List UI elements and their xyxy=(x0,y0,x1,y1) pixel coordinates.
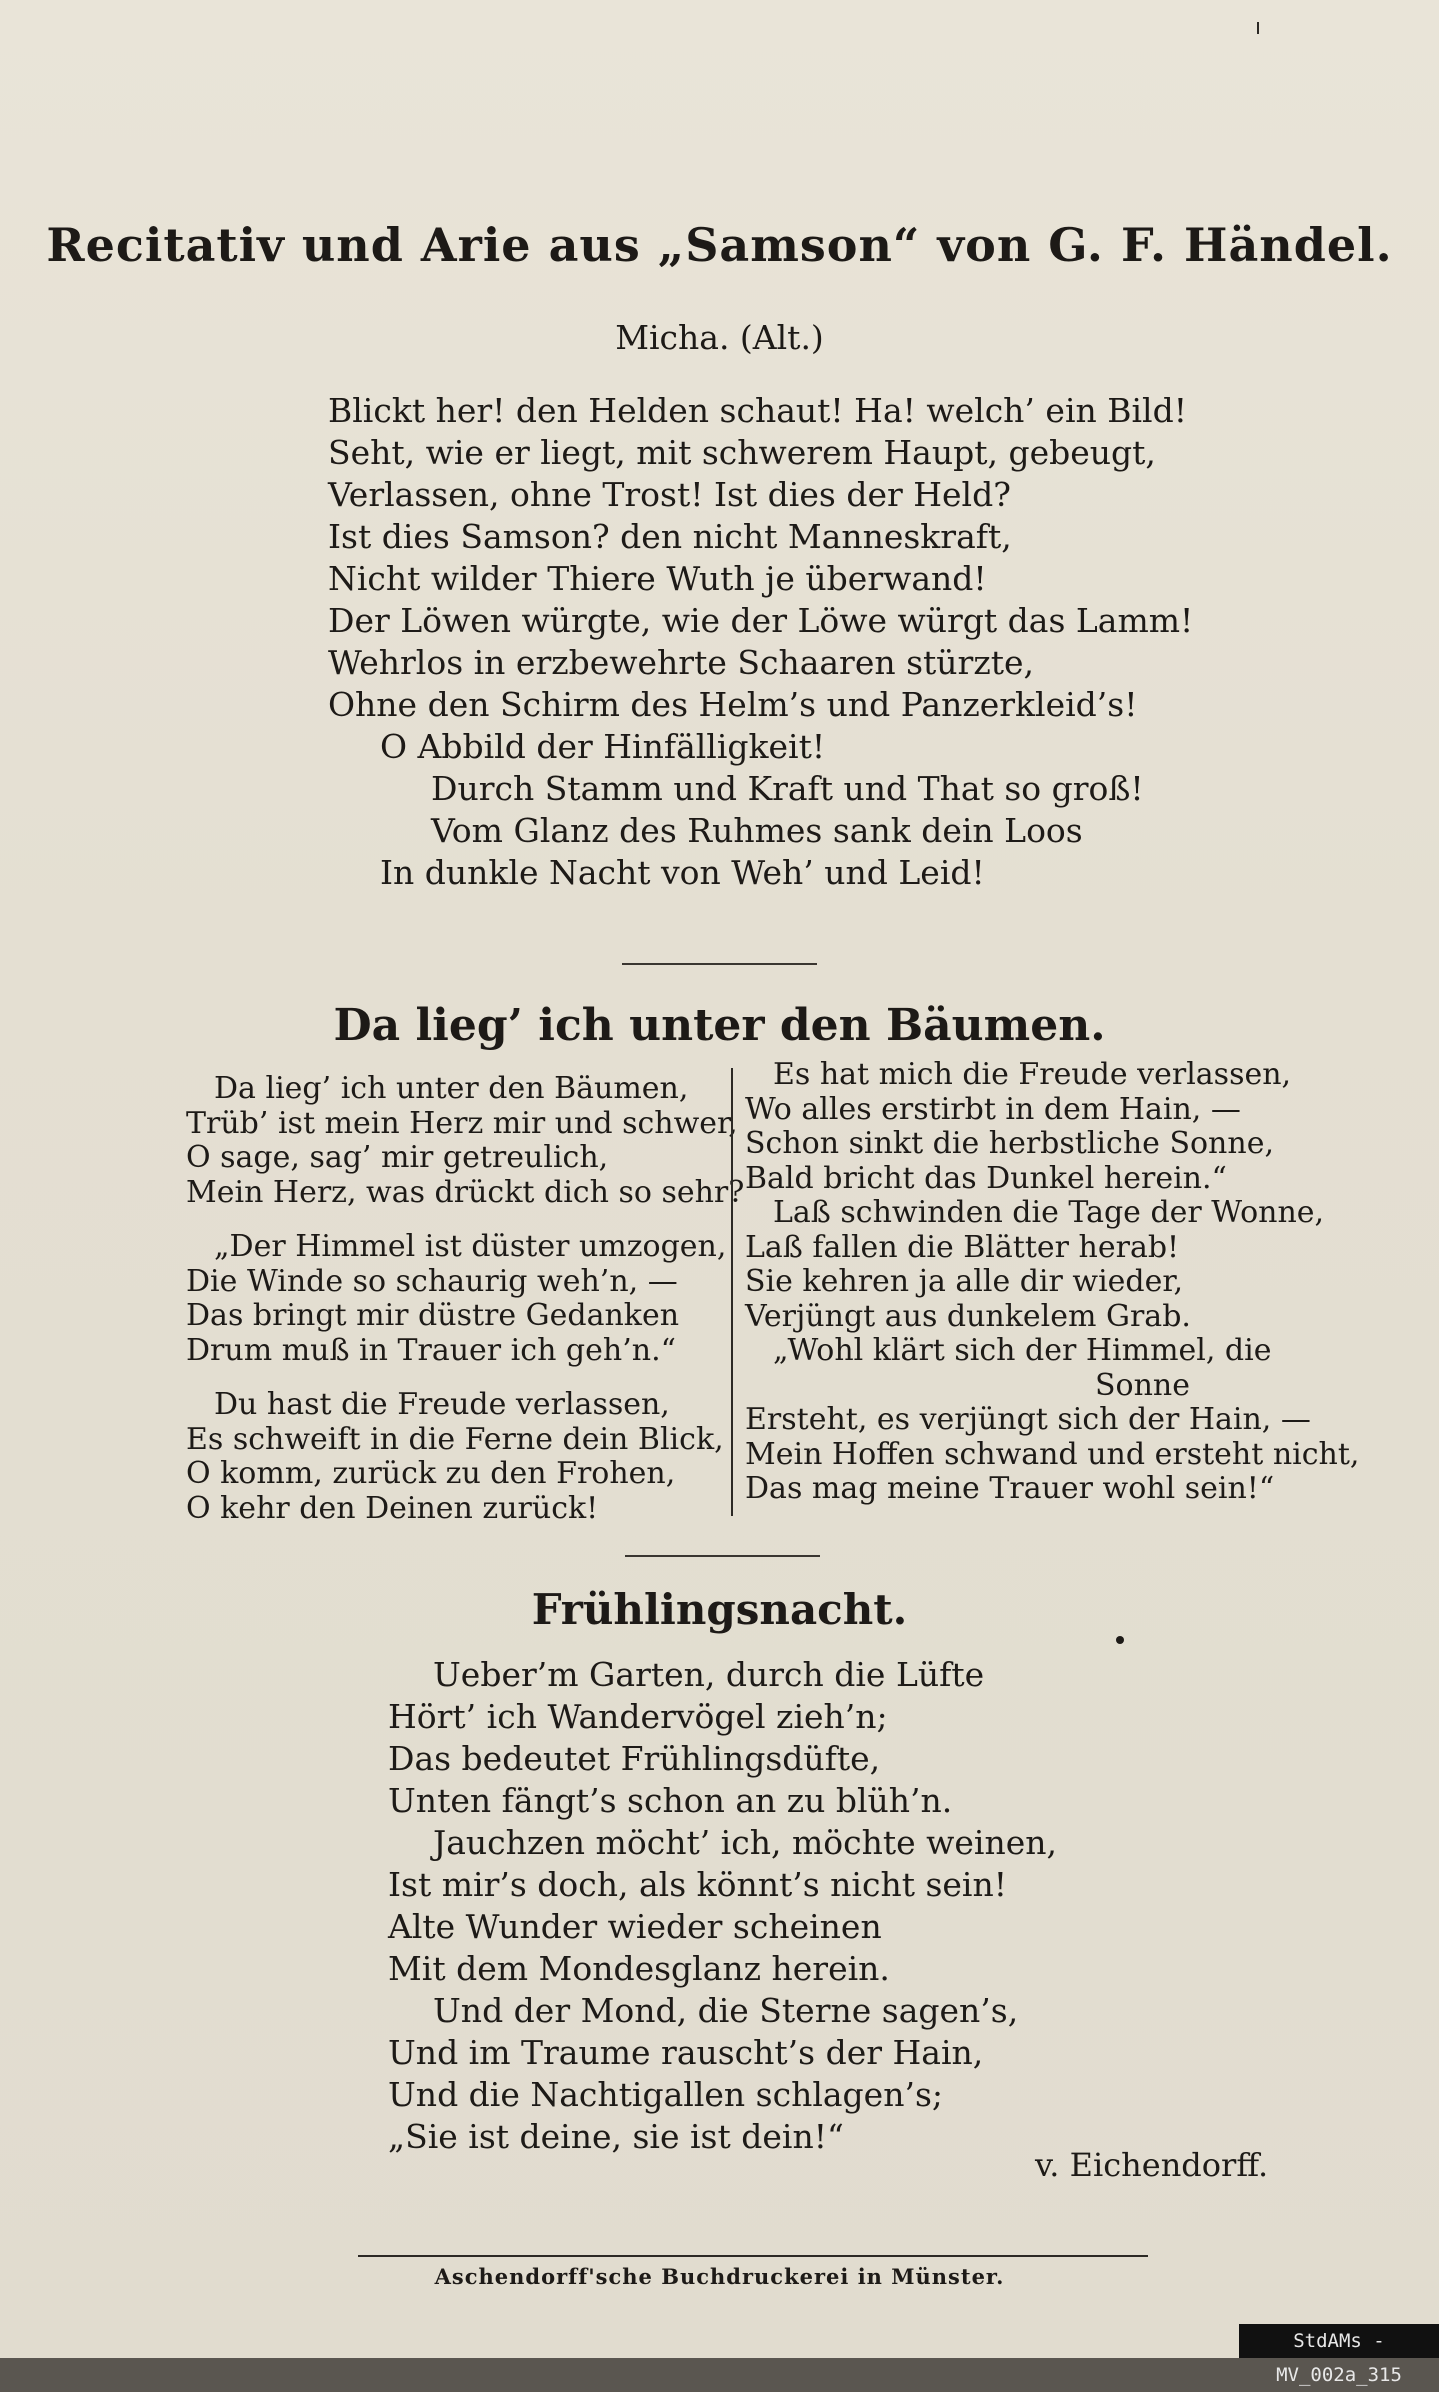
section1-poem xyxy=(328,390,1193,894)
poem-line: Da lieg’ ich unter den Bäumen, xyxy=(214,1071,689,1106)
section-divider xyxy=(625,1555,820,1557)
poem-line: Du hast die Freude verlassen, xyxy=(214,1387,670,1422)
poem-line: Verlassen, ohne Trost! Ist dies der Held? xyxy=(328,475,1011,514)
section3-title: Frühlingsnacht. xyxy=(531,1585,908,1634)
section2-right-column xyxy=(745,1058,1359,1507)
author-signature: v. Eichendorff. xyxy=(1035,2146,1269,2184)
poem-line: Das bringt mir düstre Gedanken xyxy=(186,1298,680,1333)
section1-title: Recitativ und Arie aus „Samson“ von G. F. Händel. xyxy=(46,218,1393,272)
poem-line: Ueber’m Garten, durch die Lüfte xyxy=(433,1655,985,1694)
poem-line: Mein Hoffen schwand und ersteht nicht, xyxy=(745,1436,1360,1472)
section1-subtitle: Micha. (Alt.) xyxy=(615,318,824,357)
poem-line: O sage, sag’ mir getreulich, xyxy=(186,1140,609,1175)
poem-line: „Der Himmel ist düster umzogen, xyxy=(214,1229,727,1264)
poem-line: „Sie ist deine, sie ist dein!“ xyxy=(388,2117,844,2156)
stanza-gap xyxy=(186,1368,744,1388)
poem-line: Laß schwinden die Tage der Wonne, xyxy=(773,1195,1325,1230)
poem-line: Schon sinkt die herbstliche Sonne, xyxy=(745,1126,1274,1161)
poem-line: „Wohl klärt sich der Himmel, die xyxy=(773,1333,1272,1368)
section3-poem xyxy=(388,1654,1057,2158)
poem-line: Trüb’ ist mein Herz mir und schwer, xyxy=(186,1105,738,1141)
poem-line: O komm, zurück zu den Frohen, xyxy=(186,1456,676,1491)
poem-line: O Abbild der Hinfälligkeit! xyxy=(380,727,826,766)
poem-line: Und der Mond, die Sterne sagen’s, xyxy=(433,1991,1019,2030)
poem-line: Ohne den Schirm des Helm’s und Panzerkleid’s! xyxy=(328,685,1138,724)
poem-line: Wehrlos in erzbewehrte Schaaren stürzte, xyxy=(328,643,1034,682)
section2-title: Da lieg’ ich unter den Bäumen. xyxy=(333,1000,1106,1051)
poem-line: Mit dem Mondesglanz herein. xyxy=(388,1949,890,1988)
poem-line: Das mag meine Trauer wohl sein!“ xyxy=(745,1471,1275,1506)
stanza-gap xyxy=(186,1210,744,1230)
poem-line: Die Winde so schaurig weh’n, — xyxy=(186,1263,678,1299)
poem-line: Seht, wie er liegt, mit schwerem Haupt, gebeugt, xyxy=(328,433,1156,472)
poem-line: Verjüngt aus dunkelem Grab. xyxy=(745,1298,1191,1334)
margin-mark xyxy=(1257,22,1259,34)
poem-line: Ist mir’s doch, als könnt’s nicht sein! xyxy=(388,1865,1007,1904)
poem-line: Es hat mich die Freude verlassen, xyxy=(773,1057,1292,1092)
poem-line: Wo alles erstirbt in dem Hain, — xyxy=(745,1091,1241,1127)
poem-line: Und die Nachtigallen schlagen’s; xyxy=(388,2075,944,2114)
poem-line: Jauchzen möcht’ ich, möchte weinen, xyxy=(433,1823,1057,1862)
poem-line: Nicht wilder Thiere Wuth je überwand! xyxy=(328,559,987,598)
poem-line: Durch Stamm und Kraft und That so groß! xyxy=(431,769,1144,808)
poem-line: Laß fallen die Blätter herab! xyxy=(745,1229,1180,1265)
poem-line: Alte Wunder wieder scheinen xyxy=(388,1907,882,1946)
poem-line: Hört’ ich Wandervögel zieh’n; xyxy=(388,1697,888,1736)
poem-line: In dunkle Nacht von Weh’ und Leid! xyxy=(380,853,985,892)
archive-watermark: StdAMs - MV_002a_315 xyxy=(1239,2324,1439,2358)
printer-imprint: Aschendorff'sche Buchdruckerei in Münster. xyxy=(434,2264,1005,2289)
poem-line: Es schweift in die Ferne dein Blick, xyxy=(186,1421,724,1457)
poem-line: Ist dies Samson? den nicht Manneskraft, xyxy=(328,517,1012,556)
section-divider xyxy=(622,963,817,965)
section2-left-column xyxy=(186,1072,744,1526)
poem-line: Ersteht, es verjüngt sich der Hain, — xyxy=(745,1402,1311,1437)
poem-line: Drum muß in Trauer ich geh’n.“ xyxy=(186,1332,676,1368)
footer-rule xyxy=(358,2255,1148,2257)
column-divider xyxy=(731,1068,733,1516)
poem-line: Der Löwen würgte, wie der Löwe würgt das Lamm! xyxy=(328,601,1194,640)
poem-line: Sie kehren ja alle dir wieder, xyxy=(745,1264,1183,1299)
poem-line: Sonne xyxy=(1095,1367,1191,1403)
poem-line: Unten fängt’s schon an zu blüh’n. xyxy=(388,1781,953,1820)
poem-line: Und im Traume rauscht’s der Hain, xyxy=(388,2033,984,2072)
poem-line: Das bedeutet Frühlingsdüfte, xyxy=(388,1739,881,1778)
poem-line: Mein Herz, was drückt dich so sehr? xyxy=(186,1174,745,1210)
poem-line: Blickt her! den Helden schaut! Ha! welch’ ein Bild! xyxy=(328,391,1187,430)
ink-speck xyxy=(1116,1636,1124,1644)
poem-line: O kehr den Deinen zurück! xyxy=(186,1490,599,1526)
poem-line: Vom Glanz des Ruhmes sank dein Loos xyxy=(431,811,1083,850)
poem-line: Bald bricht das Dunkel herein.“ xyxy=(745,1160,1227,1196)
